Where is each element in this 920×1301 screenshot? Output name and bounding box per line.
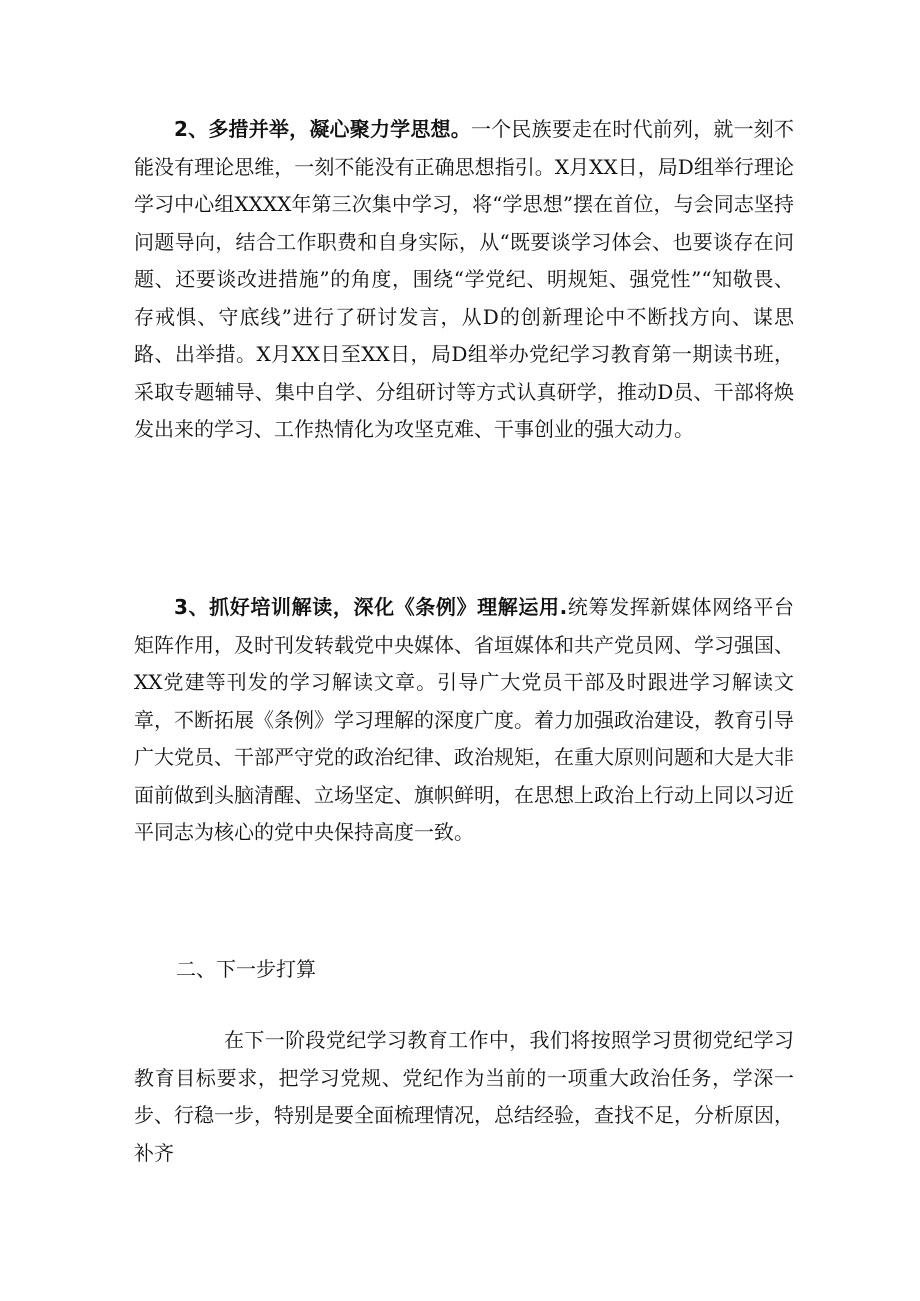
paragraph-training-interpretation bbox=[134, 589, 794, 852]
paragraph-lead-heading: 3、抓好培训解读，深化《条例》理解运用. bbox=[174, 595, 568, 619]
paragraph-measures-study-thought bbox=[134, 111, 794, 449]
paragraph-next-stage-plan: 在下一阶段党纪学习教育工作中，我们将按照学习贯彻党纪学习教育目标要求，把学习党规、党纪作为当前的一项重大政治任务，学深一步、行稳一步，特别是要全面梳理情况，总结经验，查找不足，分析原因，补齐 bbox=[134, 1028, 794, 1165]
paragraph-body-text: 统筹发挥新媒体网络平台矩阵作用，及时刊发转载党中央媒体、省垣媒体和共产党员网、学习强国、XX党建等刊发的学习解读文章。引导广大党员干部及时跟进学习解读文章，不断拓展《条例》学习理解的深度广度。着力加强政治建设，教育引导广大党员、干部严守党的政治纪律、政治规矩，在重大原则问题和大是大非面前做到头脑清醒、立场坚定、旗帜鲜明，在思想上政治上行动上同以习近平同志为核心的党中央保持高度一致。 bbox=[134, 595, 795, 844]
paragraph-body-text: 一个民族要走在时代前列，就一刻不能没有理论思维，一刻不能没有正确思想指引。X月XX日，局D组举行理论学习中心组XXXX年第三次集中学习，将“学思想”摆在首位，与会同志坚持问题导向，结合工作职费和自身实际，从“既要谈学习体会、也要谈存在问题、还要谈改进措施”的角度，围绕“学党纪、明规矩、强党性”“知敬畏、存戒惧、守底线”进行了研讨发言，从D的创新理论中不断找方向、谋思路、出举措。X月XX日至XX日，局D组举办党纪学习教育第一期读书班，采取专题辅导、集中自学、分组研讨等方式认真研学，推动D员、干部将焕发出来的学习、工作热情化为攻坚克难、干事创业的强大动力。 bbox=[134, 117, 795, 441]
section-heading-next-steps: 二、下一步打算 bbox=[176, 957, 316, 981]
paragraph-lead-heading: 2、多措并举，凝心聚力学思想。 bbox=[174, 117, 471, 141]
